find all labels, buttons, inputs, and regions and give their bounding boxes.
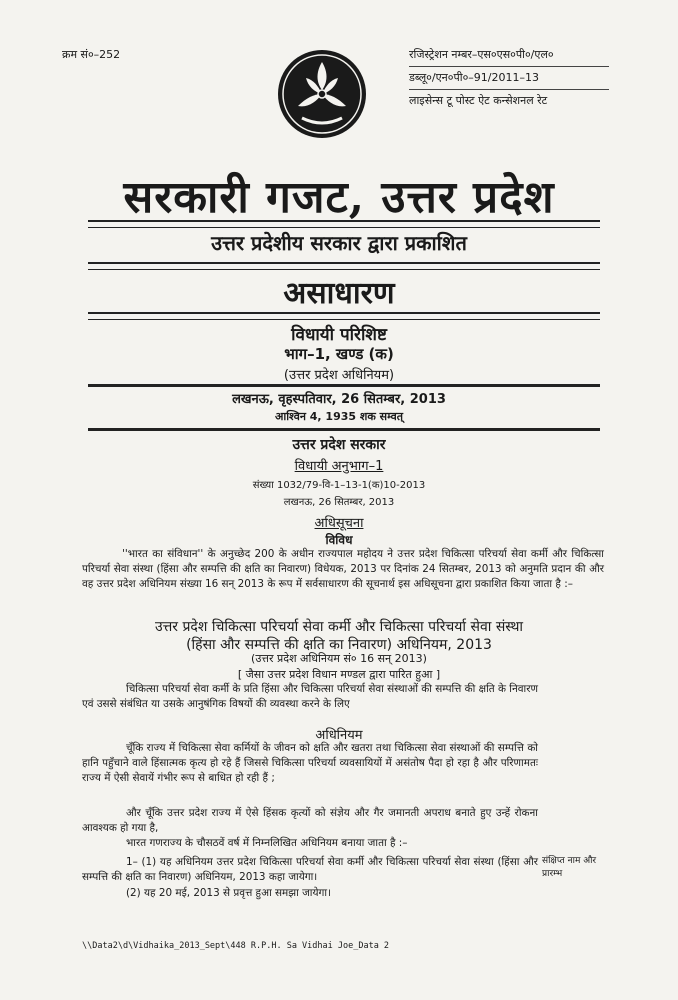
department-section [0, 456, 678, 474]
preamble-2: और चूँकि उत्तर प्रदेश राज्य में ऐसे हिंसक कृत्यों को संज्ञेय और गैर जमानती अपराध बनाते हुए उन्हें रोकना आवश्यक हो गया है, [82, 807, 538, 834]
act-heading: अधिनियम [315, 728, 363, 743]
misc-heading: विविध [325, 533, 353, 547]
act-title-line2: (हिंसा और सम्पत्ति की क्षति का निवारण) अधिनियम, 2013 [186, 637, 492, 653]
extraordinary-heading: असाधारण [283, 276, 395, 311]
section-1-2: (2) यह 20 मई, 2013 से प्रवृत्त हुआ समझा जायेगा। [126, 887, 331, 899]
issue-dateline: लखनऊ, वृहस्पतिवार, 26 सितम्बर, 2013 [232, 392, 446, 407]
publisher: उत्तर प्रदेशीय सरकार द्वारा प्रकाशित [211, 231, 467, 255]
registration-line: लाइसेन्स टू पोस्ट ऐट कन्सेशनल रेट [409, 94, 548, 107]
divider [88, 220, 600, 228]
gazette-title: सरकारी गजट, उत्तर प्रदेश [123, 172, 555, 223]
notification-intro: ''भारत का संविधान'' के अनुच्छेद 200 के अधीन राज्यपाल महोदय ने उत्तर प्रदेश चिकित्सा परिचर्या सेवा कर्मी और चिकित्सा परिचर्या सेवा संस्था (हिंसा और सम्पत्ति की क्षति का निवारण) विधेयक, 2013 पर दिनांक 24 सितम्बर, 2013 को अनुमति प्रदान की और वह उत्तर प्रदेश अधिनियम संख्या 16 सन् 2013 के रूप में सर्वसाधारण की सूचनार्थ इस अधिसूचना द्वारा प्रकाशित किया जाता है :– [82, 548, 604, 590]
section-1-1: 1– (1) यह अधिनियम उत्तर प्रदेश चिकित्सा परिचर्या सेवा कर्मी और चिकित्सा परिचर्या सेवा संस्था (हिंसा और सम्पत्ति की क्षति का निवारण) अधिनियम, 2013 कहा जायेगा। [82, 856, 538, 883]
act-purpose: चिकित्सा परिचर्या सेवा कर्मी के प्रति हिंसा और चिकित्सा परिचर्या सेवा संस्थाओं की सम्पत्ति की क्षति के निवारण एवं उससे संबंधित या उसके आनुषंगिक विषयों की व्यवस्था करने के लिए [82, 683, 538, 710]
serial-number: क्रम सं०–252 [62, 48, 121, 61]
part-label: भाग–1, खण्ड (क) [284, 345, 394, 363]
department-section-text: विधायी अनुभाग–1 [294, 459, 384, 474]
notification-date: लखनऊ, 26 सितम्बर, 2013 [283, 497, 395, 508]
divider [88, 262, 600, 270]
act-title-line1: उत्तर प्रदेश चिकित्सा परिचर्या सेवा कर्मी और चिकित्सा परिचर्या सेवा संस्था [154, 619, 524, 635]
notification-heading [0, 513, 678, 531]
up-state-emblem-icon [276, 48, 368, 140]
act-type-label: (उत्तर प्रदेश अधिनियम) [283, 368, 395, 383]
notification-number: संख्या 1032/79-वि-1–13-1(क)10-2013 [252, 480, 426, 491]
divider [88, 384, 600, 387]
registration-line: डब्लू०/एन०पी०–91/2011–13 [409, 67, 609, 90]
passed-note: [ जैसा उत्तर प्रदेश विधान मण्डल द्वारा पारित हुआ ] [237, 668, 441, 681]
government-name: उत्तर प्रदेश सरकार [292, 437, 386, 453]
file-path-footer: \\Data2\d\Vidhaika_2013_Sept\448 R.P.H. Sa Vidhai Joe_Data 2 [82, 941, 390, 951]
enacting-clause: भारत गणराज्य के चौसठवें वर्ष में निम्नलिखित अधिनियम बनाया जाता है :– [126, 837, 408, 849]
margin-note: संक्षिप्त नाम और प्रारम्भ [542, 856, 597, 879]
supplement-label: विधायी परिशिष्ट [291, 325, 387, 345]
registration-block [409, 44, 609, 112]
act-number: (उत्तर प्रदेश अधिनियम सं० 16 सन् 2013) [251, 652, 427, 665]
divider [88, 312, 600, 320]
preamble-1: चूँकि राज्य में चिकित्सा सेवा कर्मियों के जीवन को क्षति और खतरा तथा चिकित्सा सेवा संस्थाओं की सम्पत्ति को हानि पहुँचाने वाले हिंसात्मक कृत्य हो रहे हैं जिससे चिकित्सा परिचर्या व्यवसायियों में असंतोष पैदा हो रहा है और परिणामतः राज्य में ऐसी सेवायें गंभीर रूप से बाधित हो रही हैं ; [82, 742, 538, 784]
saka-date: आश्विन 4, 1935 शक सम्वत् [274, 410, 404, 423]
registration-line: रजिस्ट्रेशन नम्बर–एस०एस०पी०/एल० [409, 44, 609, 67]
divider [88, 428, 600, 431]
notification-heading-text: अधिसूचना [314, 516, 364, 531]
